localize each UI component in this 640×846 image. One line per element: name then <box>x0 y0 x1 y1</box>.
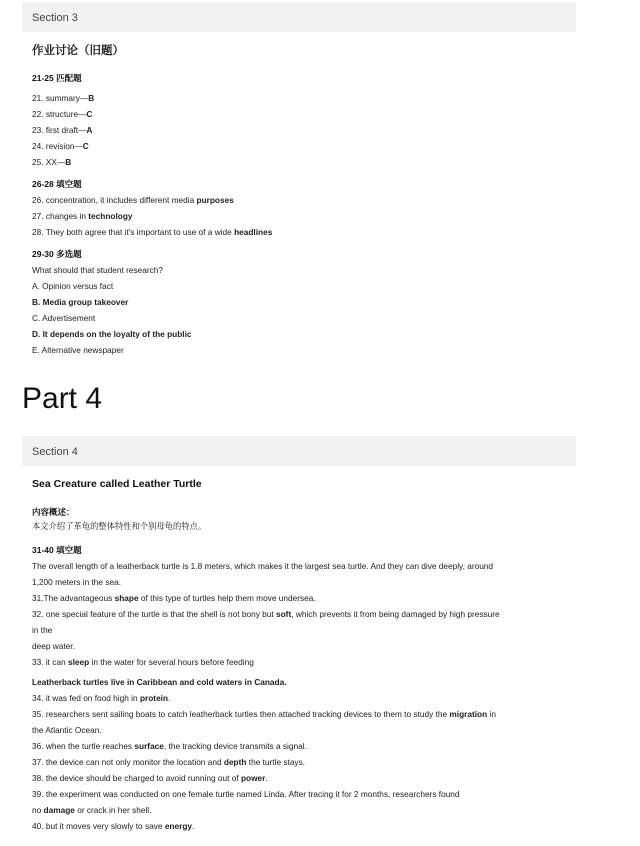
list-item: 22. structure—C <box>32 109 93 119</box>
sub-heading: Leatherback turtles live in Caribbean and cold waters in Canada. <box>32 677 287 687</box>
part-4-title: Part 4 <box>22 382 103 415</box>
section-4-header <box>22 436 576 466</box>
section-4-title: Sea Creature called Leather Turtle <box>32 478 202 490</box>
intro-line: The overall length of a leatherback turtle is 1.8 meters, which makes it the largest sea turtle. And they can dive deeply, around <box>32 561 494 571</box>
section-4-content <box>32 478 580 834</box>
section-4-label: Section 4 <box>32 446 78 458</box>
list-item: 40. but it moves very slowly to save energy. <box>32 821 195 831</box>
list-item-cont: deep water. <box>32 641 75 651</box>
list-item: 25. XX—B <box>32 157 72 167</box>
list-item-cont: no damage or crack in her shell. <box>32 805 152 815</box>
list-item: 36. when the turtle reaches surface, the tracking device transmits a signal. <box>32 741 307 751</box>
multiple-choice-heading: 29-30 多选题 <box>32 249 82 259</box>
list-item: 38. the device should be charged to avoid running out of power. <box>32 773 268 783</box>
section-4-questions <box>32 558 580 834</box>
section-3-label: Section 3 <box>32 12 78 24</box>
list-item: 28. They both agree that it's important to use of a wide headlines <box>32 227 273 237</box>
list-item: 34. it was fed on food high in protein. <box>32 693 171 703</box>
list-item: 32. one special feature of the turtle is that the shell is not bony but soft, which prevents it from being damaged by high pressure <box>32 609 500 619</box>
question-text: What should that student research? <box>32 265 163 275</box>
list-item: 37. the device can not only monitor the location and depth the turtle stays. <box>32 757 306 767</box>
option-b: B. Media group takeover <box>32 297 129 307</box>
option-a: A. Opinion versus fact <box>32 281 114 291</box>
summary-text: 本文介绍了革龟的整体特性和个别母龟的特点。 <box>32 521 207 531</box>
fill-blank-heading: 26-28 填空题 <box>32 179 82 189</box>
section-3-title: 作业讨论（旧题） <box>32 45 124 57</box>
fill-blank-list <box>32 192 580 240</box>
matching-list <box>32 90 580 170</box>
option-d: D. It depends on the loyalty of the public <box>32 329 192 339</box>
intro-line: 1,200 meters in the sea. <box>32 577 122 587</box>
list-item: 23. first draft—A <box>32 125 93 135</box>
list-item: 26. concentration, it includes different media purposes <box>32 195 234 205</box>
list-item: 33. it can sleep in the water for several hours before feeding <box>32 657 254 667</box>
list-item: 27. changes in technology <box>32 211 133 221</box>
list-item-cont: in the <box>32 625 53 635</box>
matching-heading: 21-25 匹配题 <box>32 73 82 83</box>
summary-heading: 内容概述： <box>32 507 75 517</box>
list-item-cont: the Atlantic Ocean. <box>32 725 102 735</box>
section-3-content <box>32 42 580 358</box>
fill-blank-heading-2: 31-40 填空题 <box>32 545 82 555</box>
option-e: E. Alternative newspaper <box>32 345 124 355</box>
multiple-choice-list <box>32 262 580 358</box>
list-item: 21. summary—B <box>32 93 95 103</box>
list-item: 31.The advantageous shape of this type of turtles help them move undersea. <box>32 593 316 603</box>
section-3-header <box>22 2 576 32</box>
list-item: 39. the experiment was conducted on one female turtle named Linda. After tracing it for 2 months, researchers found <box>32 789 460 799</box>
list-item: 35. researchers sent sailing boats to catch leatherback turtles then attached tracking devices to them to study the migration in <box>32 709 496 719</box>
list-item: 24. revision—C <box>32 141 89 151</box>
option-c: C. Advertisement <box>32 313 96 323</box>
